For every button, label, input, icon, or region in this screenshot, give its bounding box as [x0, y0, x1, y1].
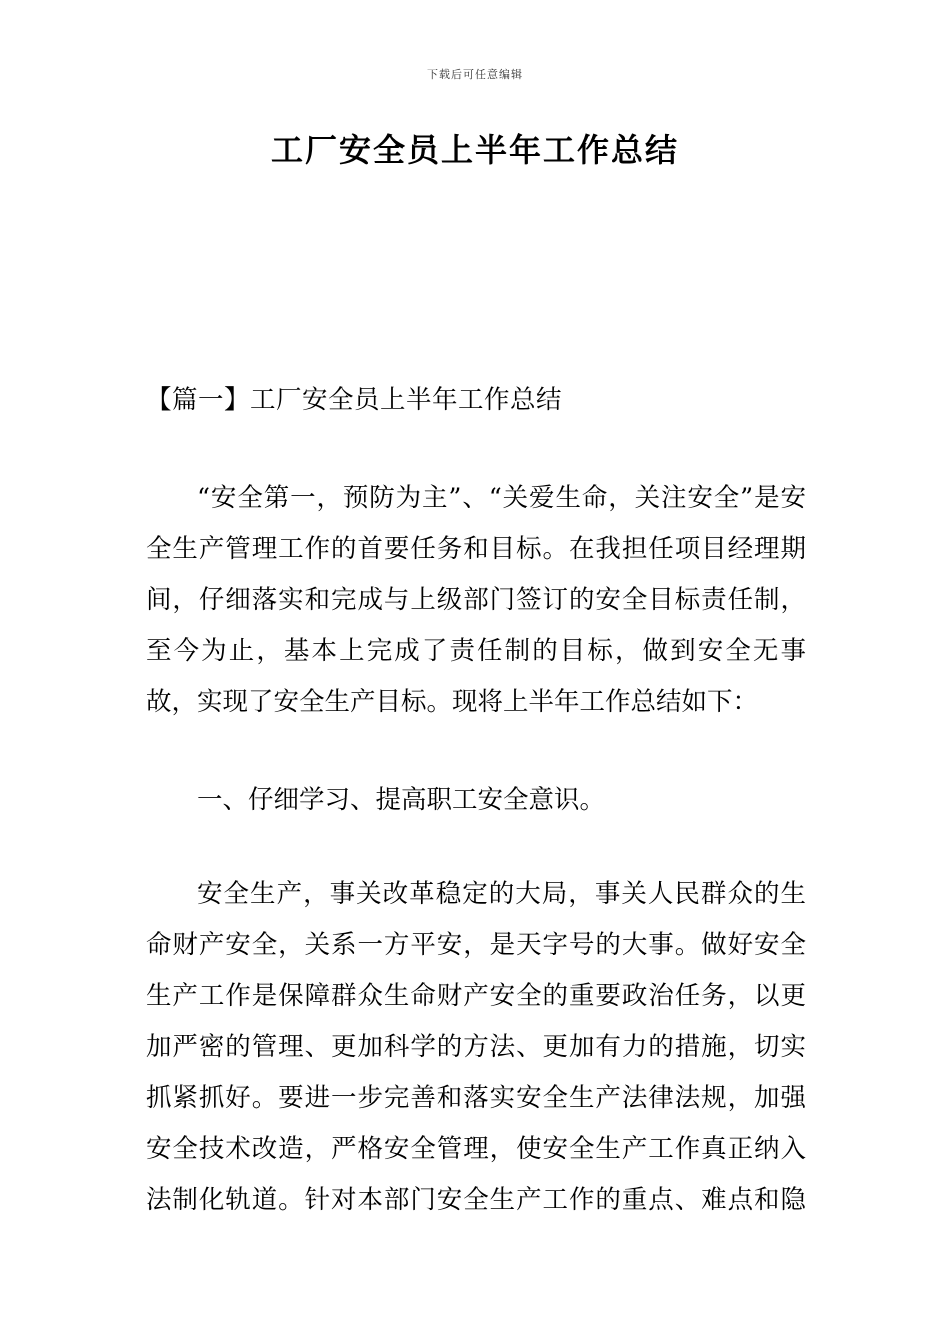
document-title: 工厂安全员上半年工作总结 [270, 131, 679, 169]
paragraph-safety-text: 安全生产，事关改革稳定的大局，事关人民群众的生命财产安全，关系一方平安，是天字号的大事。做好安全生产工作是保障群众生命财产安全的重要政治任务，以更加严密的管理、更加科学的方法、更加有力的措施，切实抓紧抓好。要进一步完善和落实安全生产法律法规，加强安全技术改造，严格安全管理，使安全生产工作真正纳入法制化轨道。针对本部门安全生产工作的重点、难点和隐 [146, 879, 806, 1215]
paragraph-intro [146, 473, 806, 728]
header-note: 下载后可任意编辑 [427, 68, 523, 81]
section-heading [146, 375, 806, 426]
paragraph-safety [146, 869, 806, 1226]
paragraph-intro-text: “安全第一，预防为主”、“关爱生命，关注安全”是安全生产管理工作的首要任务和目标。在我担任项目经理期间，仔细落实和完成与上级部门签订的安全目标责任制，至今为止，基本上完成了责任制的目标，做到安全无事故，实现了安全生产目标。现将上半年工作总结如下： [146, 483, 806, 717]
section-heading-text: 【篇一】工厂安全员上半年工作总结 [146, 385, 563, 415]
sub-heading-1-text: 一、仔细学习、提高职工安全意识。 [197, 785, 606, 815]
sub-heading-1 [146, 775, 806, 826]
